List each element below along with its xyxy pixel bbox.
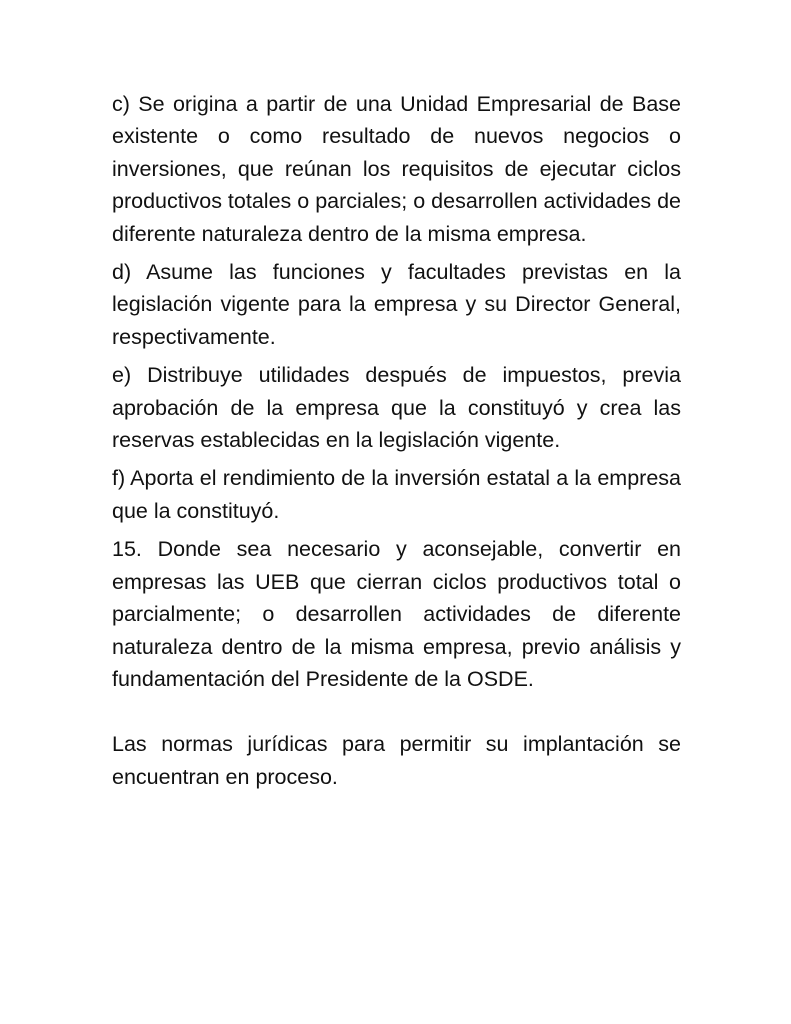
paragraph-item-d: d) Asume las funciones y facultades previstas en la legislación vigente para la empresa y su Director General, respectivamente. [112,260,681,349]
paragraph-item-15: 15. Donde sea necesario y aconsejable, convertir en empresas las UEB que cierran ciclos productivos total o parcialmente; o desarrollen actividades de diferente naturaleza dentro de la misma empresa, previo análisis y fundamentación del Presidente de la OSDE. [112,537,681,691]
paragraph-item-f: f) Aporta el rendimiento de la inversión estatal a la empresa que la constituyó. [112,466,681,523]
document-page [112,88,681,799]
paragraph-item-e: e) Distribuye utilidades después de impuestos, previa aprobación de la empresa que la constituyó y crea las reservas establecidas en la legislación vigente. [112,363,681,453]
closing-paragraph: Las normas jurídicas para permitir su implantación se encuentran en proceso. [112,732,681,789]
paragraph-item-c: c) Se origina a partir de una Unidad Empresarial de Base existente o como resultado de nuevos negocios o inversiones, que reúnan los requisitos de ejecutar ciclos productivos totales o parciales; o desarrollen actividades de diferente naturaleza dentro de la misma empresa. [112,92,681,246]
